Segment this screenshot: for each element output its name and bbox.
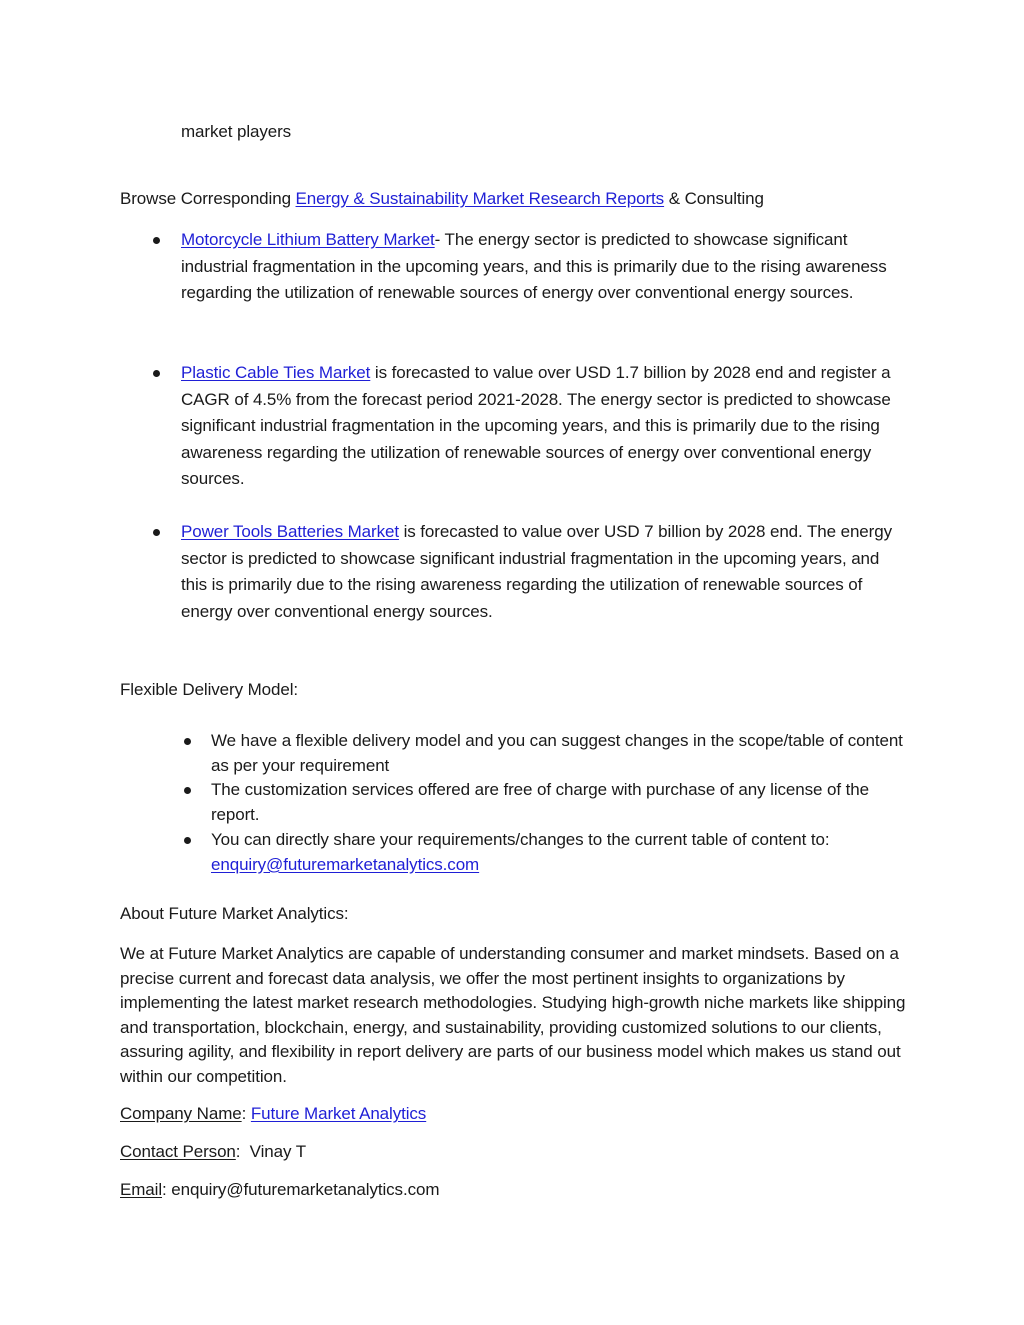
browse-reports-link[interactable]: Energy & Sustainability Market Research Reports	[295, 189, 665, 208]
delivery-item-2: The customization services offered are free of charge with purchase of any license of the report.	[211, 780, 869, 824]
bullet-icon	[153, 237, 160, 244]
intro-text: market players	[181, 122, 292, 141]
delivery-item-3-text: You can directly share your requirements/changes to the current table of content to:	[211, 830, 830, 849]
email-separator: :	[162, 1180, 172, 1199]
report-link-2[interactable]: Plastic Cable Ties Market	[181, 363, 371, 382]
report-desc-1: - The energy sector is predicted to showcase significant industrial fragmentation in the upcoming years, and this is primarily due to the rising awareness regarding the utilization of renewable sources of energy over conventional energy sources.	[181, 230, 887, 302]
report-link-1[interactable]: Motorcycle Lithium Battery Market	[181, 230, 435, 249]
email-value: enquiry@futuremarketanalytics.com	[171, 1180, 440, 1199]
report-link-3[interactable]: Power Tools Batteries Market	[181, 522, 399, 541]
browse-line	[120, 186, 764, 213]
bullet-icon	[153, 529, 160, 536]
browse-suffix: & Consulting	[664, 189, 764, 208]
contact-person-value: Vinay T	[249, 1142, 306, 1161]
about-heading: About Future Market Analytics:	[120, 904, 349, 923]
report-item-1	[181, 227, 906, 307]
company-label: Company Name	[120, 1104, 242, 1123]
bullet-icon	[184, 837, 191, 844]
company-link[interactable]: Future Market Analytics	[250, 1104, 427, 1123]
delivery-item-1: We have a flexible delivery model and you can suggest changes in the scope/table of content as per your requirement	[211, 731, 903, 775]
company-separator: :	[241, 1104, 251, 1123]
delivery-item-3	[211, 828, 891, 877]
email-line	[120, 1177, 439, 1204]
bullet-icon	[184, 787, 191, 794]
contact-person-line	[120, 1139, 306, 1166]
browse-prefix: Browse Corresponding	[120, 189, 296, 208]
report-item-3	[181, 519, 906, 625]
report-desc-2: is forecasted to value over USD 1.7 billion by 2028 end and register a CAGR of 4.5% from the forecast period 2021-2028. The energy sector is predicted to showcase significant industrial fragmentation in the upcoming years, and this is primarily due to the rising awareness regarding the utilization of renewable sources of energy over conventional energy sources.	[181, 363, 891, 488]
bullet-icon	[153, 370, 160, 377]
contact-person-separator: :	[235, 1142, 250, 1161]
contact-person-label: Contact Person	[120, 1142, 236, 1161]
email-label: Email	[120, 1180, 163, 1199]
report-item-2	[181, 360, 906, 493]
about-body: We at Future Market Analytics are capable of understanding consumer and market mindsets. Based on a precise current and forecast data analysis, we offer the most pertinent insights to organizations by implementing the latest market research methodologies. Studying high-growth niche markets like shipping and transportation, blockchain, energy, and sustainability, providing customized solutions to our clients, assuring agility, and flexibility in report delivery are parts of our business model which makes us stand out within our competition.	[120, 944, 906, 1086]
delivery-heading: Flexible Delivery Model:	[120, 680, 299, 699]
bullet-icon	[184, 738, 191, 745]
report-desc-3: is forecasted to value over USD 7 billion by 2028 end. The energy sector is predicted to showcase significant industrial fragmentation in the upcoming years, and this is primarily due to the rising awareness regarding the utilization of renewable sources of energy over conventional energy sources.	[181, 522, 892, 621]
enquiry-email-link[interactable]: enquiry@futuremarketanalytics.com	[211, 854, 480, 874]
company-line	[120, 1101, 426, 1128]
